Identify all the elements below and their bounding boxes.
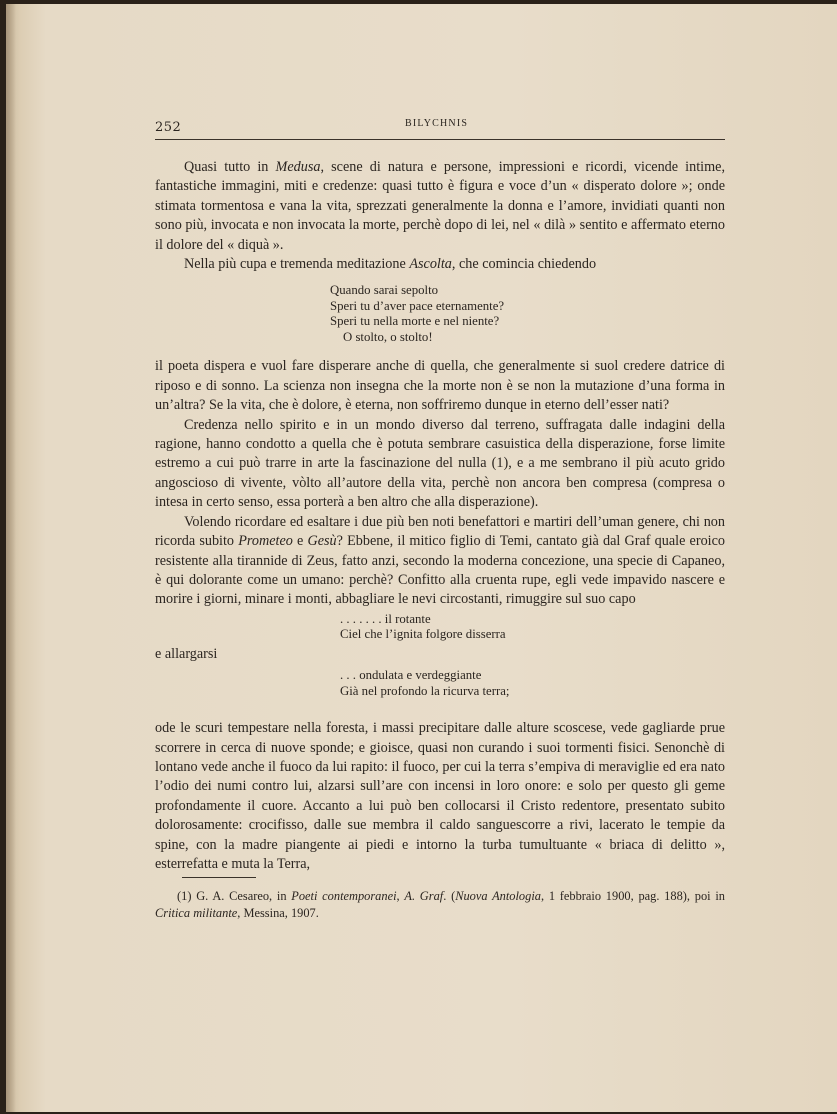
paragraph-3: il poeta dispera e vuol fare disperare anche di quella, che generalmente si suol credere datrice di riposo e di sonno. La scienza non insegna che la morte non è se non la mutazione d’una forma in un’altra? Se la vita, che è dolore, è eterna, non soffriremo dunque in eterno dell’esser nati? [155,358,725,414]
verse-line: Speri tu nella morte e nel niente? [330,314,500,329]
verse-line: Speri tu d’aver pace eternamente? [330,298,505,313]
footnote: (1) G. A. Cesareo, in Poeti contemporanei, A. Graf. (Nuova Antologia, 1 febbraio 1900, pag. 188), poi in Critica militante, Messina, 1907. [155,889,725,920]
verse-line: . . . . . . . il rotante [340,611,431,626]
running-title: BILYCHNIS [405,118,469,129]
paragraph-1: Quasi tutto in Medusa, scene di natura e persone, impressioni e ricordi, vicende intime, fantastiche immagini, miti e credenze: quasi tutto è figura e voce d’un « disperato dolore »; onde stimata tormentosa e vana la vita, sprezzati generalmente la donna e l’amore, invidiati quanti non sono più, invocata e non invocata la morte, perchè dopo di lei, nel « dilà » sentito e affermato eterno il dolore del « diquà ». [155,159,725,253]
verse-block-2 [340,612,725,643]
paragraph-4: Credenza nello spirito e in un mondo diverso dal terreno, suffragata dalle indagini della ragione, hanno condotto a quella che è potuta sembrare casuistica della disperazione, forse limite estremo a cui può trarre in arte la fascinazione del nulla (1), e a me sembrano il più acuto grido angoscioso di vivente, vòlto all’autore della vita, perchè non ancora ben compresa (compresa o intesa in certo senso, essa porterà a ben altro che alla disperazione). [155,416,725,511]
verse-line: . . . ondulata e verdeggiante [340,668,482,683]
header-rule [155,139,725,140]
verse-block-3 [340,668,725,699]
verse-block-1 [330,283,725,345]
paragraph-7: ode le scuri tempestare nella foresta, i massi precipitare dalle alture scoscese, vede gagliarde prue scorrere in cerca di nuove sponde; e gioisce, quasi non curando i suoi tormenti fisici. Senonchè di lontano vede anche il fuoco da lui rapito: il fuoco, per cui la terra s’empiva di meraviglie ed era nato l’odio dei numi contro lui, alzarsi sull’are con incensi in loro onore: e solo per questo gli geme profondamente il cuore. Accanto a lui può ben collocarsi il Cristo redentore, presentato subito dolorosamente: crocifisso, dalle sue membra il caldo sanguescorre a rivi, lacerato le tempie da spine, con la madre piangente ai piedi e intorno la turba tumultuante « briaca di delitto », esterrefatta e muta la Terra, [155,720,725,872]
page-body [155,158,725,874]
paragraph-2: Nella più cupa e tremenda meditazione Ascolta, che comincia chiedendo [184,256,597,273]
paragraph-5: Volendo ricordare ed esaltare i due più ben noti benefattori e martiri dell’uman genere, chi non ricorda subito Prometeo e Gesù? Ebbene, il mitico figlio di Temi, cantato già dal Graf quale eroico resistente alla tirannide di Zeus, fatto anzi, secondo la moderna concezione, una specie di Capaneo, è qui dolorante come un umano: perchè? Confitto alla cruenta rupe, egli vede impavido nascere e morire i giorni, minare i monti, abbagliare le nevi circostanti, rimuggire sul suo capo [155,513,725,608]
footnote-rule [182,877,256,878]
paragraph-6: e allargarsi [155,645,218,662]
verse-line: Ciel che l’ignita folgore disserra [340,627,506,642]
verse-line: Già nel profondo la ricurva terra; [340,683,510,698]
page-number: 252 [155,120,182,135]
page-header [155,116,725,140]
verse-line: Quando sarai sepolto [330,283,439,298]
verse-line: O stolto, o stolto! [343,329,433,344]
book-page [6,4,837,1112]
